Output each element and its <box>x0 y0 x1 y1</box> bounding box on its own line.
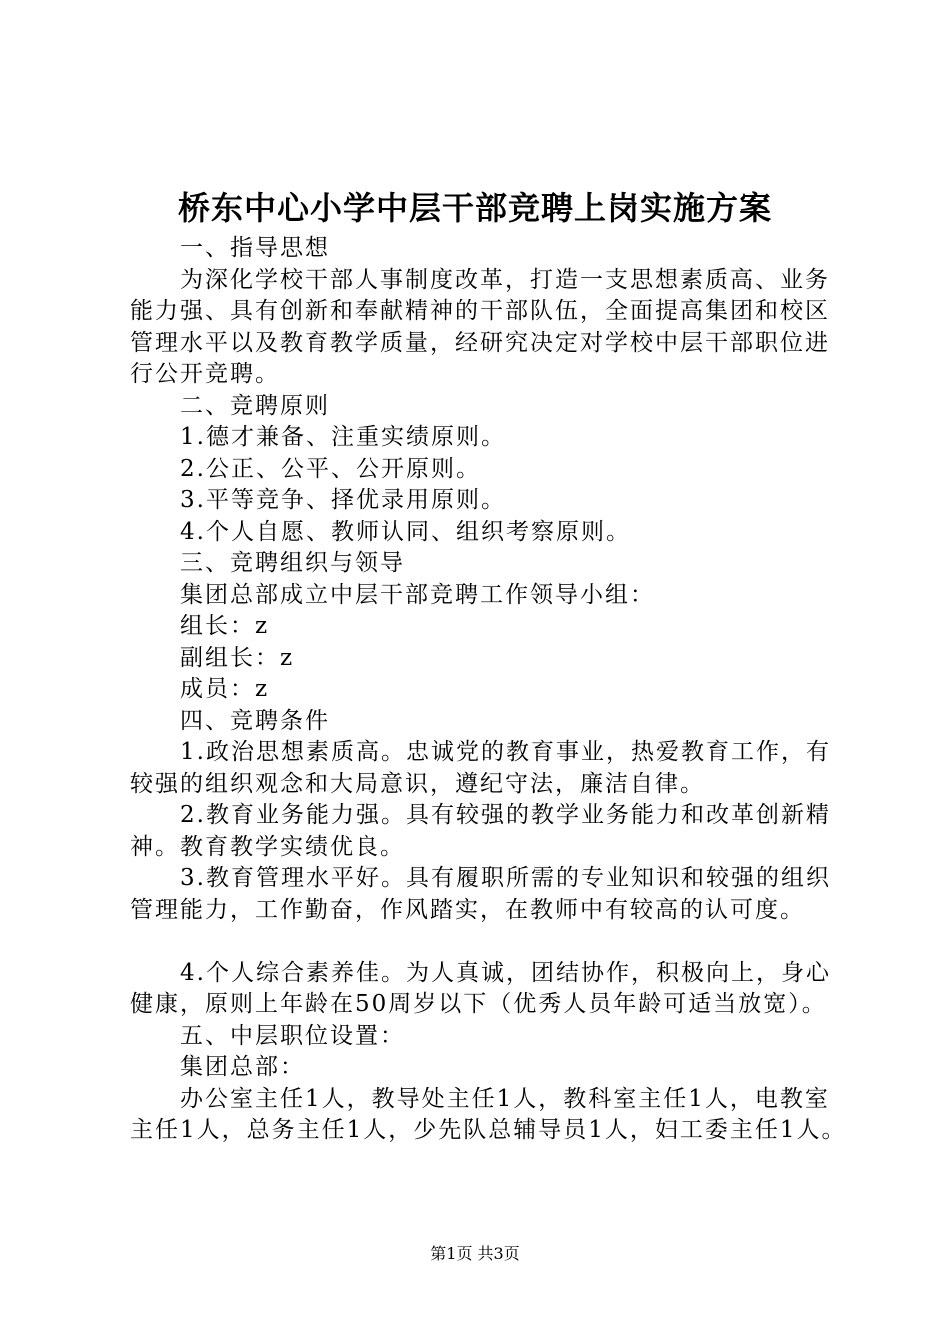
section-heading-conditions: 四、竞聘条件 <box>180 707 330 734</box>
condition-item-4: 4.个人综合素养佳。为人真诚，团结协作，积极向上，身心健康，原则上年龄在50周岁以下（优秀人员年龄可适当放宽）。 <box>130 959 831 1017</box>
group-leader: 组长：z <box>180 613 270 639</box>
principle-item-3: 3.平等竞争、择优录用原则。 <box>180 487 506 513</box>
page-number: 第1页 共3页 <box>430 1244 520 1263</box>
principle-item-1: 1.德才兼备、注重实绩原则。 <box>180 424 506 450</box>
condition-item-2: 2.教育业务能力强。具有较强的教学业务能力和改革创新精神。教育教学实绩优良。 <box>130 802 831 860</box>
group-members: 成员：z <box>180 676 270 702</box>
condition-item-1: 1.政治思想素质高。忠诚党的教育事业，热爱教育工作，有较强的组织观念和大局意识，遵纪守法，廉洁自律。 <box>130 739 831 797</box>
paragraph-guiding-ideology: 为深化学校干部人事制度改革，打造一支思想素质高、业务能力强、具有创新和奉献精神的干部队伍，全面提高集团和校区管理水平以及教育教学质量，经研究决定对学校中层干部职位进行公开竞聘。 <box>130 266 830 387</box>
section-heading-principles: 二、竞聘原则 <box>180 392 330 419</box>
document-title: 桥东中心小学中层干部竞聘上岗实施方案 <box>177 189 772 227</box>
paragraph-leading-group: 集团总部成立中层干部竞聘工作领导小组： <box>180 581 655 608</box>
paragraph-positions-list: 办公室主任1人，教导处主任1人，教科室主任1人，电教室主任1人，总务主任1人，少先队总辅导员1人，妇工委主任1人。 <box>130 1085 847 1143</box>
document-body <box>130 233 850 1147</box>
deputy-group-leader: 副组长：z <box>180 644 295 671</box>
section-heading-organization: 三、竞聘组织与领导 <box>180 550 405 576</box>
section-heading-positions: 五、中层职位设置： <box>180 1022 405 1049</box>
principle-item-2: 2.公正、公平、公开原则。 <box>180 455 481 482</box>
condition-item-3: 3.教育管理水平好。具有履职所需的专业知识和较强的组织管理能力，工作勤奋，作风踏实，在教师中有较高的认可度。 <box>130 865 831 923</box>
paragraph-gap <box>130 926 850 958</box>
principle-item-4: 4.个人自愿、教师认同、组织考察原则。 <box>180 518 631 545</box>
group-headquarters-label: 集团总部： <box>180 1054 305 1080</box>
section-heading-guiding-ideology: 一、指导思想 <box>180 235 330 261</box>
